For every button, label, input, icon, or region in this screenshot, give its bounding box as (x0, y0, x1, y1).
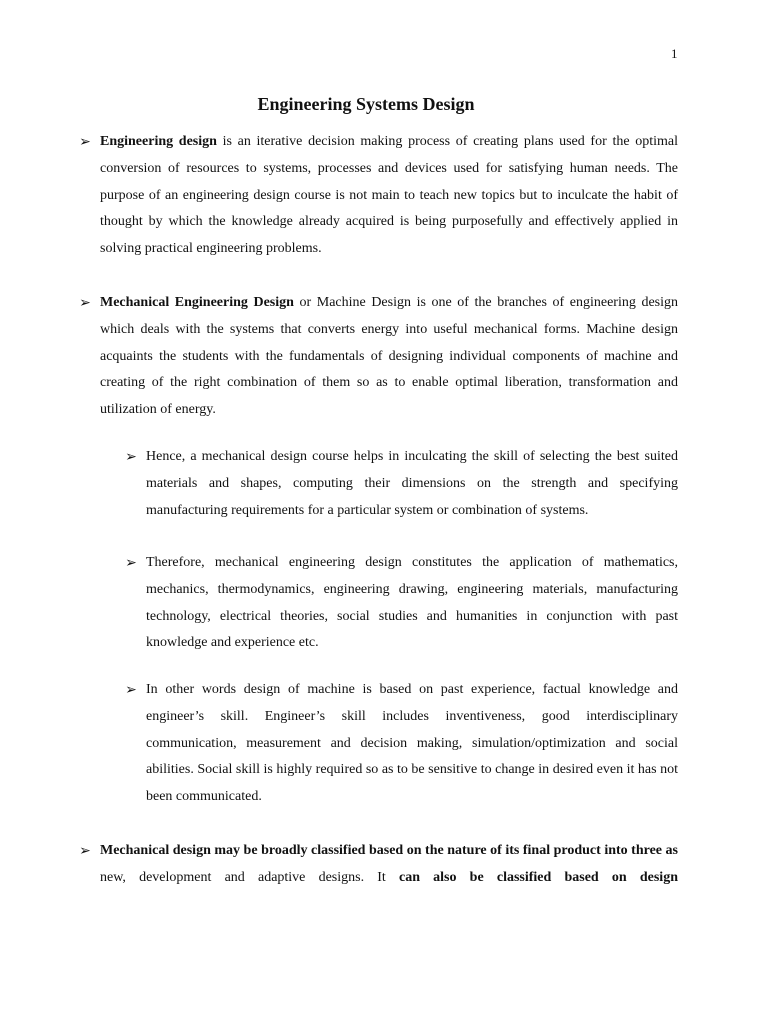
bullet-arrow-icon: ➢ (79, 844, 91, 859)
sub-paragraph-hence: Hence, a mechanical design course helps in inculcating the skill of selecting the best suited materials and shapes, computing their dimensions on the strength and specifying manufacturing requirements for a particular system or combination of systems. (146, 449, 678, 518)
paragraph-text: or Machine Design is one of the branches of engineering design which deals with the systems that converts energy into useful mechanical forms. Machine design acquaints the students with the fundamentals of designing individual components of machine and creating of the right combination of them so as to enable optimal liberation, transformation and utilization of energy. (100, 295, 678, 417)
sub-bullet-arrow-icon: ➢ (125, 683, 137, 698)
term-engineering-design: Engineering design (100, 134, 217, 149)
page-number: 1 (671, 46, 678, 61)
bullet-arrow-icon: ➢ (79, 135, 91, 150)
sub-paragraph-in-other-words: In other words design of machine is based on past experience, factual knowledge and engineer’s skill. Engineer’s skill includes inventiveness, good interdisciplinary communication, measurement and decision making, simulation/optimization and social abilities. Social skill is highly required so as to be sensitive to change in desired even it has not been communicated. (146, 682, 678, 804)
term-mechanical-engineering-design: Mechanical Engineering Design (100, 295, 294, 310)
paragraph-engineering-design (100, 129, 678, 263)
paragraph-classification (100, 838, 678, 892)
term-classification-continued: can also be classified based on design (398, 869, 678, 885)
paragraph-text: new, development and adaptive designs. It (100, 869, 399, 885)
bullet-arrow-icon: ➢ (79, 296, 91, 311)
term-classification: Mechanical design may be broadly classified based on the nature of its final product into three as (100, 843, 678, 858)
sub-bullet-arrow-icon: ➢ (125, 450, 137, 465)
paragraph-mechanical-engineering-design (100, 290, 678, 424)
sub-bullet-arrow-icon: ➢ (125, 556, 137, 571)
sub-paragraph-therefore: Therefore, mechanical engineering design constitutes the application of mathematics, mechanics, thermodynamics, engineering drawing, engineering materials, manufacturing technology, electrical theories, social studies and humanities in conjunction with past knowledge and experience etc. (146, 555, 678, 651)
document-title: Engineering Systems Design (257, 94, 475, 114)
paragraph-text: is an iterative decision making process of creating plans used for the optimal conversion of resources to systems, processes and devices used for satisfying human needs. The purpose of an engineering design course is not main to teach new topics but to inculcate the habit of thought by which the knowledge already acquired is being purposefully and effectively applied in solving practical engineering problems. (100, 134, 678, 256)
